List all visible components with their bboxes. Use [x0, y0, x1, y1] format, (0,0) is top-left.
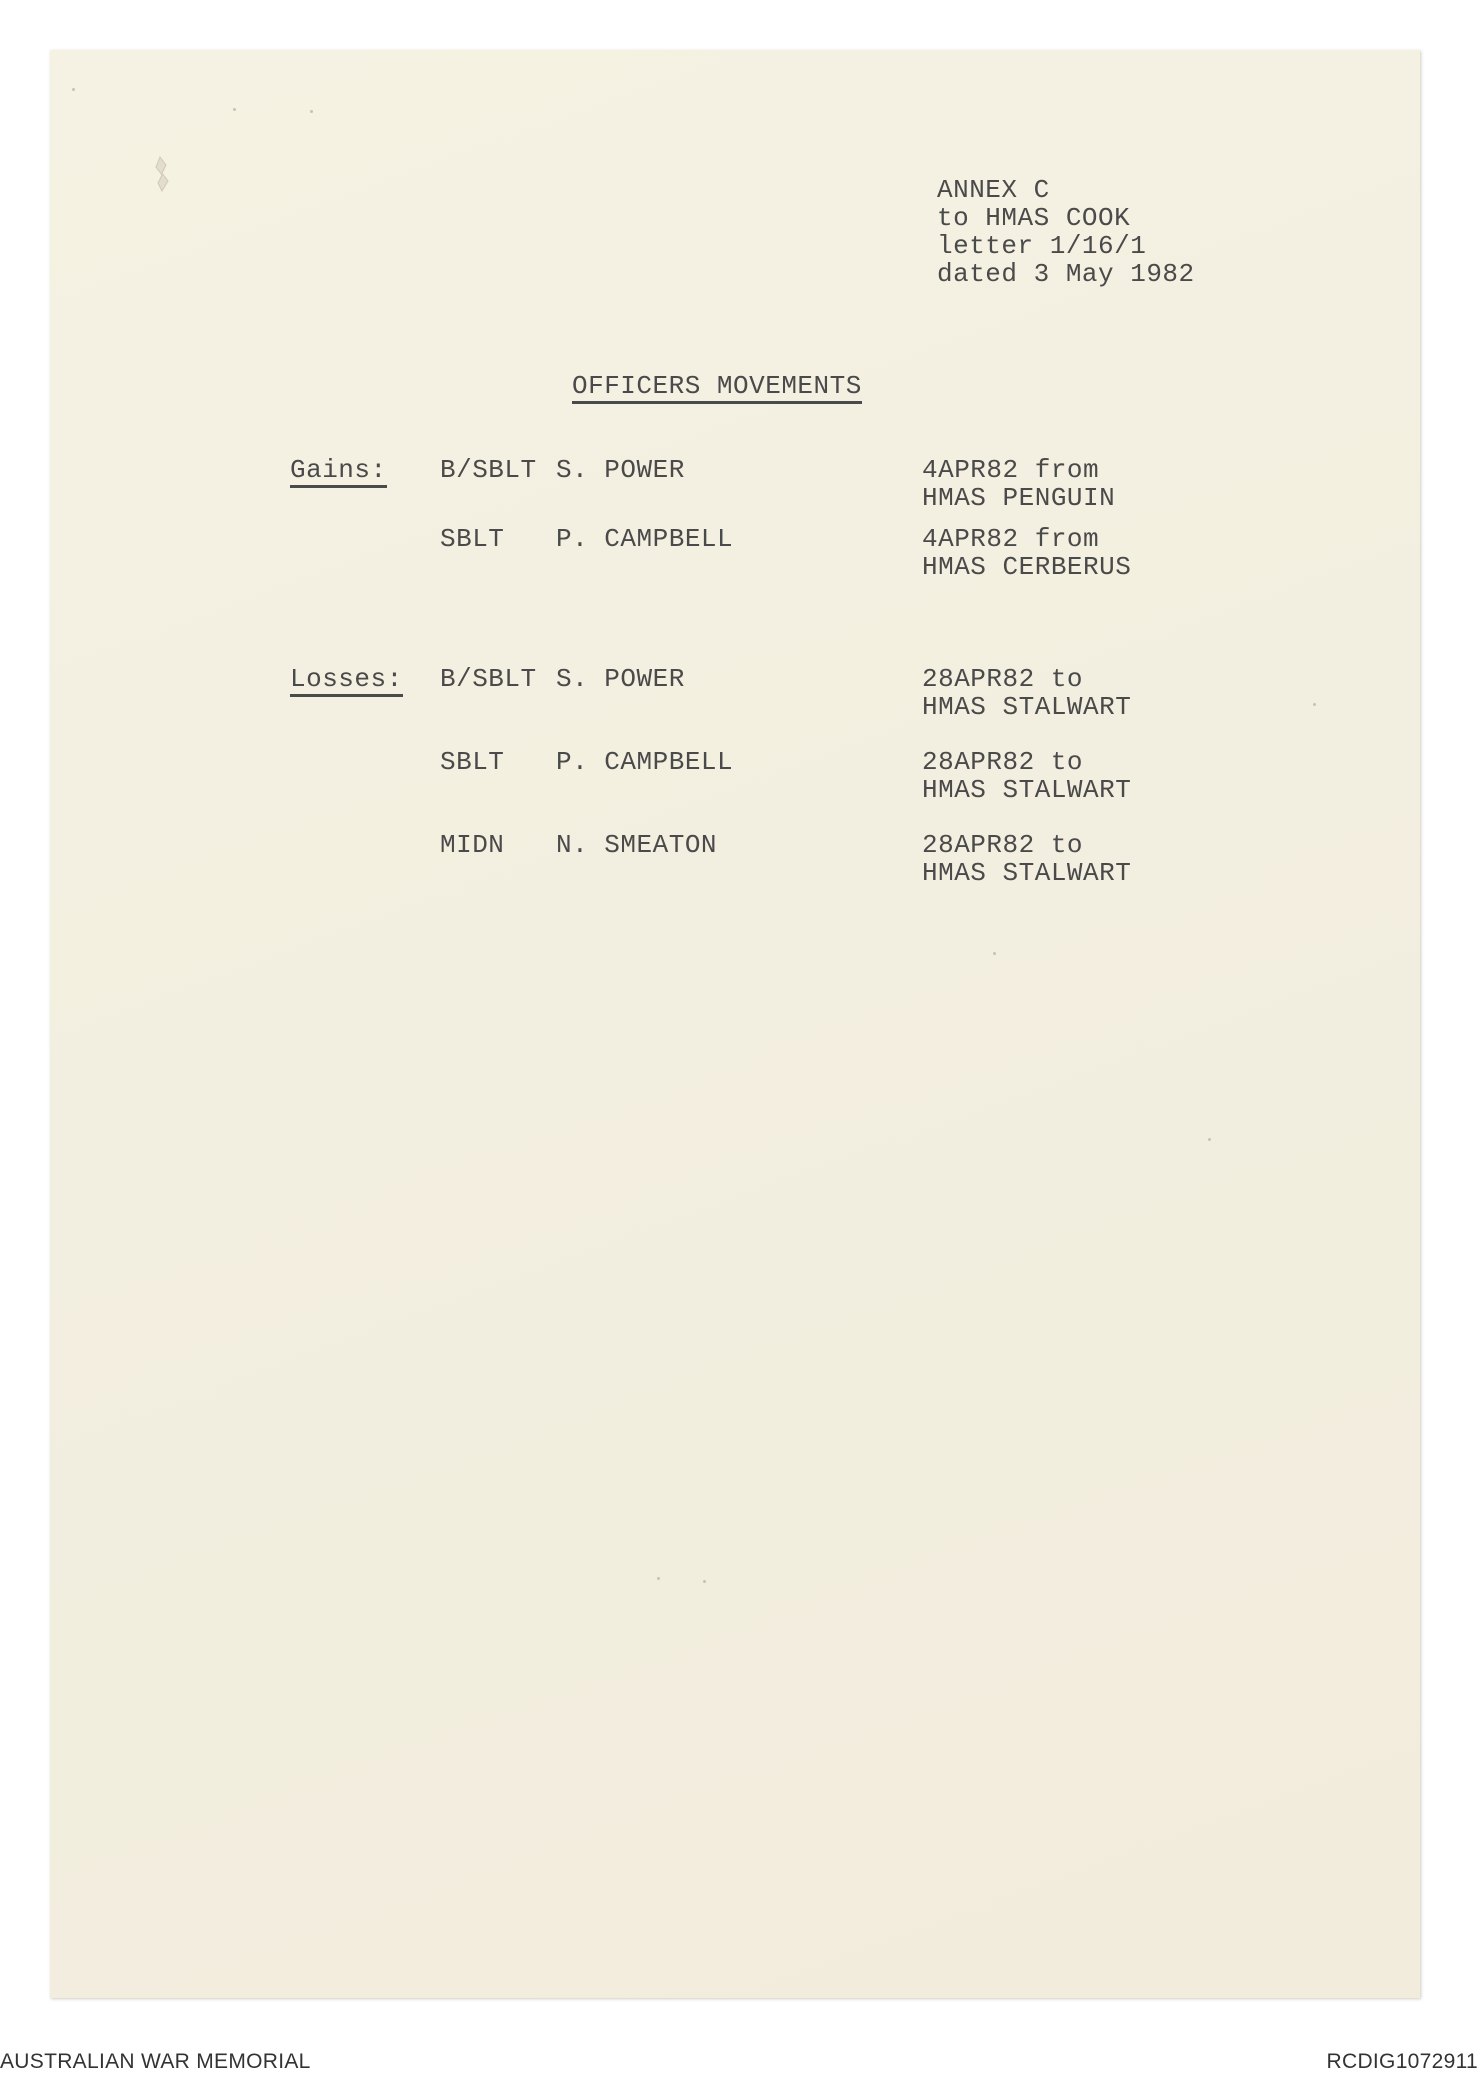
officer-name: S. POWER	[556, 455, 685, 485]
paper-speck	[1313, 703, 1316, 706]
document-page	[50, 50, 1420, 1998]
officer-rank: SBLT	[440, 747, 505, 777]
document-title: OFFICERS MOVEMENTS	[572, 372, 862, 404]
movement-ship: HMAS PENGUIN	[922, 483, 1116, 513]
officer-name: P. CAMPBELL	[556, 524, 734, 554]
movement-destination	[922, 665, 1131, 721]
paper-speck	[72, 88, 75, 91]
paper-speck	[1208, 1138, 1211, 1141]
gains-label: Gains:	[290, 456, 387, 488]
officer-rank: B/SBLT	[440, 664, 537, 694]
movement-date: 28APR82 to	[922, 747, 1084, 777]
annex-line: letter 1/16/1	[937, 231, 1147, 261]
movement-destination	[922, 748, 1131, 804]
movement-ship: HMAS CERBERUS	[922, 552, 1132, 582]
officer-rank: B/SBLT	[440, 455, 537, 485]
officer-rank: MIDN	[440, 830, 505, 860]
movement-date: 4APR82 from	[922, 524, 1100, 554]
annex-line: ANNEX C	[937, 175, 1050, 205]
paper-speck	[993, 952, 996, 955]
archive-credit: AUSTRALIAN WAR MEMORIAL	[0, 2050, 311, 2073]
movement-destination	[922, 456, 1115, 512]
paper-speck	[703, 1580, 706, 1583]
officer-rank: SBLT	[440, 524, 505, 554]
movement-date: 4APR82 from	[922, 455, 1100, 485]
movement-ship: HMAS STALWART	[922, 775, 1132, 805]
losses-label: Losses:	[290, 665, 403, 697]
movement-date: 28APR82 to	[922, 830, 1084, 860]
paper-blemish	[150, 155, 176, 195]
paper-speck	[657, 1577, 660, 1580]
movement-destination	[922, 831, 1131, 887]
officer-name: N. SMEATON	[556, 830, 718, 860]
annex-line: dated 3 May 1982	[937, 259, 1195, 289]
officer-name: P. CAMPBELL	[556, 747, 734, 777]
paper-speck	[233, 108, 236, 111]
movement-ship: HMAS STALWART	[922, 858, 1132, 888]
annex-line: to HMAS COOK	[937, 203, 1131, 233]
movement-date: 28APR82 to	[922, 664, 1084, 694]
archive-reference-id: RCDIG1072911	[1326, 2050, 1478, 2073]
paper-speck	[310, 110, 313, 113]
annex-reference	[937, 176, 1195, 288]
officer-name: S. POWER	[556, 664, 685, 694]
movement-ship: HMAS STALWART	[922, 692, 1132, 722]
movement-destination	[922, 525, 1131, 581]
